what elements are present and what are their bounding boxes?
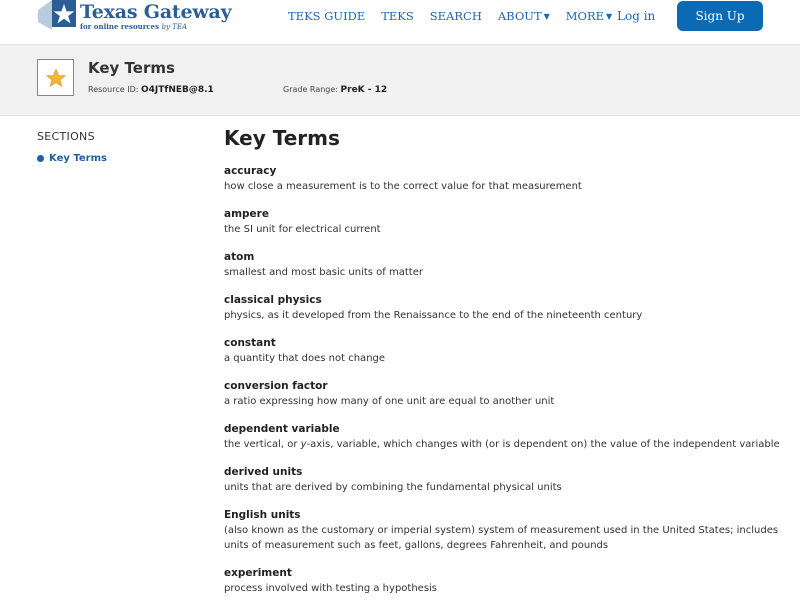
nav-teks[interactable]: TEKS: [381, 9, 414, 23]
main-nav: [288, 8, 628, 24]
term-entry: [224, 207, 780, 237]
nav-search[interactable]: SEARCH: [429, 9, 482, 23]
caret-down-icon: ▼: [543, 12, 550, 21]
resource-title: Key Terms: [88, 59, 175, 77]
texas-star-logo-icon: [38, 0, 82, 30]
resource-icon-box: [37, 59, 74, 96]
term-name: classical physics: [224, 294, 322, 306]
term-name: ampere: [224, 208, 269, 220]
logo-title: Texas Gateway: [80, 1, 232, 23]
term-definition: a ratio expressing how many of one unit are equal to another unit: [224, 396, 555, 407]
term-definition: how close a measurement is to the correct value for that measurement: [224, 181, 582, 192]
nav-more[interactable]: MORE ▼: [565, 9, 613, 23]
signup-button[interactable]: [677, 1, 763, 31]
term-entry: [224, 164, 780, 194]
term-entry: [224, 566, 780, 596]
term-entry: [224, 250, 780, 280]
term-entry: [224, 293, 780, 323]
login-link[interactable]: Log in: [617, 9, 656, 23]
page-title: Key Terms: [224, 126, 340, 150]
term-definition: process involved with testing a hypothesis: [224, 583, 438, 594]
nav-teks-guide[interactable]: TEKS GUIDE: [288, 9, 366, 23]
bullet-icon: [37, 155, 44, 162]
texas-gateway-logo[interactable]: [38, 0, 238, 30]
term-entry: [224, 336, 780, 366]
nav-about[interactable]: ABOUT ▼: [497, 9, 550, 23]
resource-id: Resource ID: O4JTfNEB@8.1: [88, 85, 214, 95]
term-definition: units that are derived by combining the fundamental physical units: [224, 482, 562, 493]
term-name: experiment: [224, 567, 292, 579]
term-name: atom: [224, 251, 255, 263]
term-entry: [224, 422, 780, 452]
term-definition: smallest and most basic units of matter: [224, 267, 423, 278]
term-definition: the vertical, or y-axis, variable, which changes with (or is dependent on) the value of the independent variable: [224, 439, 780, 450]
term-name: English units: [224, 509, 301, 521]
term-definition: (also known as the customary or imperial system) system of measurement used in the United States; includes units of measurement such as feet, gallons, degrees Fahrenheit, and pounds: [224, 525, 779, 551]
sections-sidebar: [37, 130, 197, 164]
term-name: conversion factor: [224, 380, 328, 392]
term-name: constant: [224, 337, 276, 349]
caret-down-icon: ▼: [606, 12, 613, 21]
term-definition: a quantity that does not change: [224, 353, 386, 364]
term-name: accuracy: [224, 165, 277, 177]
star-icon: [46, 68, 66, 88]
resource-header: [0, 45, 800, 116]
logo-subtitle: for online resources by TEA: [80, 22, 187, 31]
main-content: [224, 124, 780, 609]
signup-label: Sign Up: [695, 9, 745, 23]
term-name: dependent variable: [224, 423, 340, 435]
term-definition: the SI unit for electrical current: [224, 224, 381, 235]
term-name: derived units: [224, 466, 303, 478]
term-definition: physics, as it developed from the Renaissance to the end of the nineteenth century: [224, 310, 643, 321]
top-navbar: [0, 0, 800, 45]
term-entry: [224, 465, 780, 495]
term-entry: [224, 508, 780, 553]
term-entry: [224, 379, 780, 409]
grade-range: Grade Range: PreK - 12: [283, 85, 388, 95]
sidebar-item-label: Key Terms: [49, 153, 107, 164]
sidebar-item-key-terms[interactable]: [37, 153, 197, 164]
sections-heading: SECTIONS: [37, 130, 95, 143]
